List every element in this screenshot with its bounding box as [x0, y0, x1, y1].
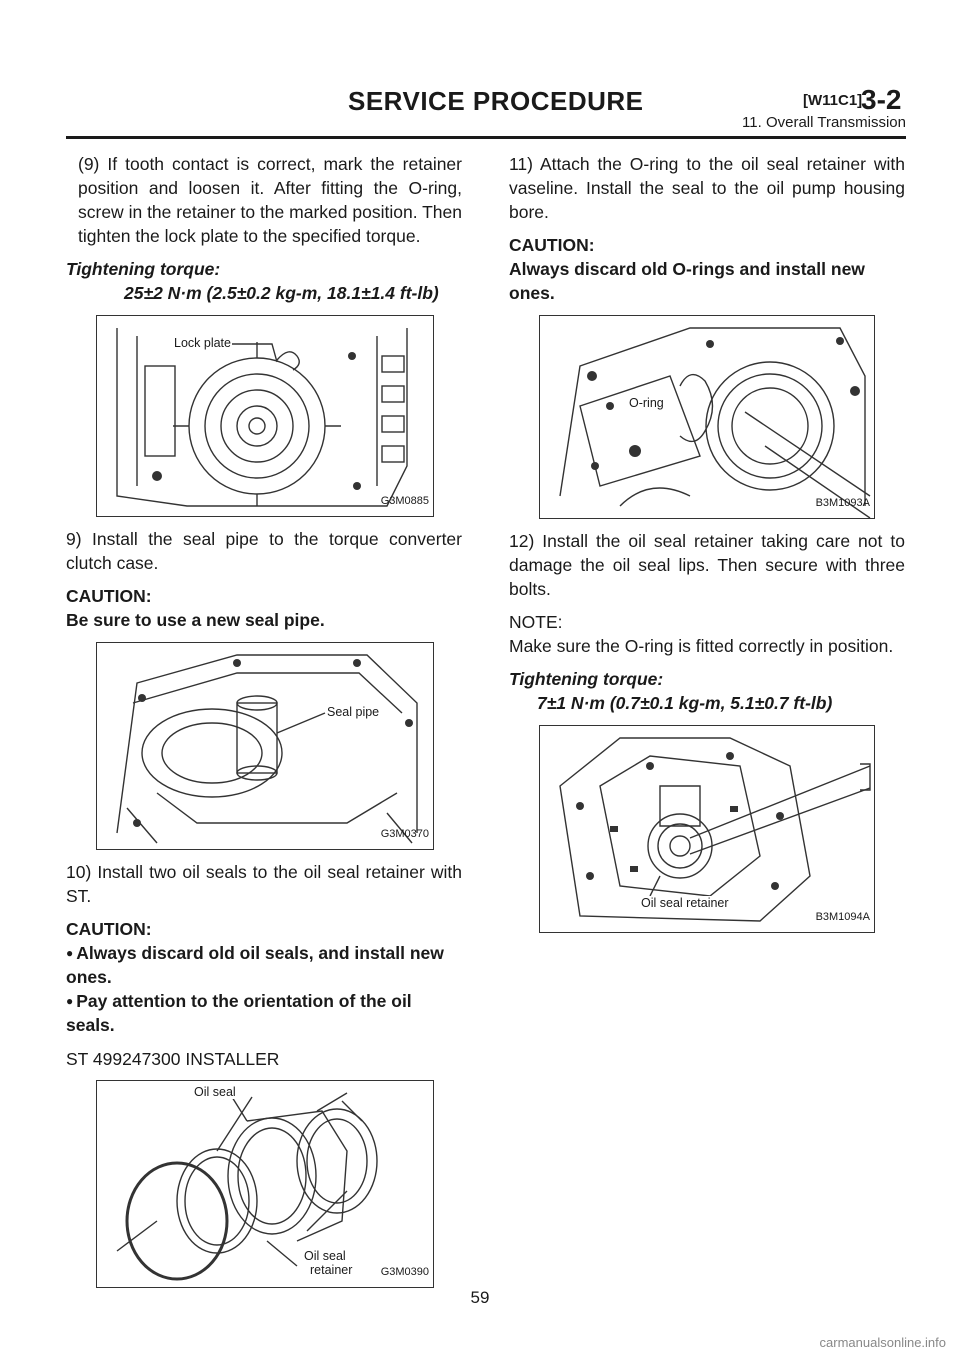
step-9b: 9) Install the seal pipe to the torque converter clutch case. — [66, 529, 462, 573]
section-title: SERVICE PROCEDURE — [348, 86, 644, 116]
torque-value: 7±1 N·m (0.7±0.1 kg-m, 5.1±0.7 ft-lb) — [537, 693, 833, 713]
caution-bullet: ● Always discard old oil seals, and install new ones. — [66, 941, 462, 989]
callout-oil-seal-retainer-2: retainer — [310, 1263, 353, 1277]
callout-oil-seal-retainer-1: Oil seal — [304, 1249, 346, 1263]
callout-lock-plate: Lock plate — [174, 336, 231, 350]
note-text: Make sure the O-ring is fitted correctly in position. — [509, 636, 894, 656]
page-header — [66, 0, 906, 142]
callout-seal-pipe: Seal pipe — [327, 705, 380, 719]
torque-label: Tightening torque: — [66, 259, 221, 279]
caution-heading: CAUTION: — [66, 919, 152, 939]
special-tool-line: ST 499247300 INSTALLER — [66, 1049, 280, 1069]
figure-seal-pipe — [96, 642, 434, 850]
caution-text: Be sure to use a new seal pipe. — [66, 610, 325, 630]
torque-label: Tightening torque: — [509, 669, 664, 689]
ref-code: [W11C1] — [803, 92, 863, 109]
figure-id: G3M0390 — [380, 1266, 429, 1278]
step-10: 10) Install two oil seals to the oil seal retainer with ST. — [66, 862, 462, 906]
figure-oil-seals — [96, 1080, 434, 1288]
figure-id: B3M1093A — [815, 497, 870, 509]
caution-text: Always discard old O-rings and install new ones. — [509, 259, 865, 303]
seal-pipe-illustration — [97, 643, 433, 849]
oil-seal-illustration — [97, 1081, 433, 1287]
torque-value: 25±2 N·m (2.5±0.2 kg-m, 18.1±1.4 ft-lb) — [124, 283, 439, 303]
step-11: 11) Attach the O-ring to the oil seal retainer with vaseline. Install the seal to the oil pump housing bore. — [509, 154, 905, 222]
right-column — [509, 152, 905, 943]
step-9a: (9) If tooth contact is correct, mark the retainer position and loosen it. After fitting the O-ring, screw in the retainer to the marked position. Then tighten the lock plate to the specified torque. — [78, 154, 462, 246]
figure-o-ring — [539, 315, 875, 519]
figure-lock-plate — [96, 315, 434, 517]
o-ring-illustration — [540, 316, 874, 518]
figure-id: G3M0370 — [380, 828, 429, 840]
caution-heading: CAUTION: — [66, 586, 152, 606]
page-number: 59 — [470, 1288, 490, 1307]
callout-o-ring: O-ring — [629, 396, 664, 410]
chapter-number: 3-2 — [861, 84, 902, 115]
subsection-title: 11. Overall Transmission — [742, 114, 906, 131]
callout-oil-seal-retainer: Oil seal retainer — [641, 896, 729, 910]
watermark: carmanualsonline.info — [819, 1335, 946, 1350]
step-12: 12) Install the oil seal retainer taking care not to damage the oil seal lips. Then secure with three bolts. — [509, 531, 905, 599]
header-rule — [66, 136, 906, 139]
callout-oil-seal: Oil seal — [194, 1085, 236, 1099]
figure-id: B3M1094A — [815, 911, 870, 923]
left-column — [66, 152, 462, 1298]
lock-plate-illustration — [97, 316, 433, 516]
note-heading: NOTE: — [509, 612, 563, 632]
caution-bullet: ● Pay attention to the orientation of the oil seals. — [66, 989, 462, 1037]
figure-id: G3M0885 — [380, 495, 429, 507]
figure-oil-seal-retainer — [539, 725, 875, 933]
caution-heading: CAUTION: — [509, 235, 595, 255]
